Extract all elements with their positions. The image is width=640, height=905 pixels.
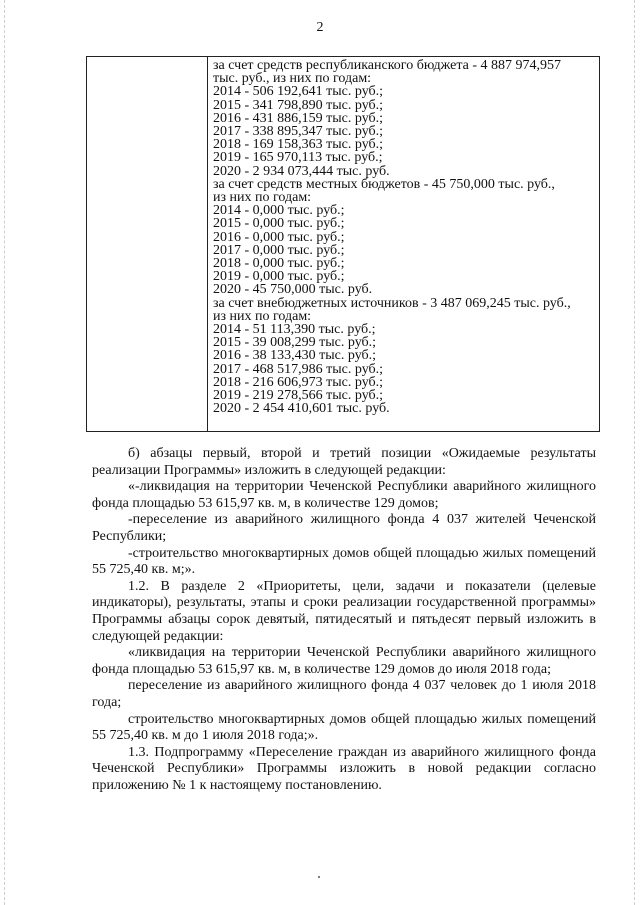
funding-table-cell bbox=[213, 59, 593, 415]
paragraph: б) абзацы первый, второй и третий позиции «Ожидаемые результаты реализации Программы» изложить в следующей редакции: bbox=[92, 446, 596, 478]
table-line: 2019 - 165 970,113 тыс. руб.; bbox=[213, 150, 383, 166]
table-line: 2020 - 2 454 410,601 тыс. руб. bbox=[213, 401, 390, 417]
table-line: за счет средств республиканского бюджета - 4 887 974,957 bbox=[213, 58, 562, 73]
paragraph: 1.2. В разделе 2 «Приоритеты, цели, задачи и показатели (целевые индикаторы), результаты, этапы и сроки реализации государственной программы» Программы абзацы сорок девятый, пятидесятый и пятьдесят первый изложить в следующей редакции: bbox=[92, 578, 596, 644]
table-line: 2015 - 341 798,890 тыс. руб.; bbox=[213, 97, 384, 113]
table-line: 2020 - 2 934 073,444 тыс. руб. bbox=[213, 163, 390, 179]
table-line: из них по годам: bbox=[213, 190, 312, 206]
table-line: тыс. руб., из них по годам: bbox=[213, 71, 372, 87]
table-line: 2014 - 0,000 тыс. руб.; bbox=[213, 203, 345, 219]
table-column-divider bbox=[207, 57, 208, 431]
table-line: 2017 - 0,000 тыс. руб.; bbox=[213, 242, 345, 258]
paragraph: строительство многоквартирных домов общей площадью жилых помещений 55 725,40 кв. м до 1 июля 2018 года;». bbox=[92, 711, 596, 744]
scan-edge-right bbox=[634, 0, 636, 905]
document-body bbox=[92, 446, 596, 794]
table-line: 2014 - 506 192,641 тыс. руб.; bbox=[213, 84, 384, 100]
paragraph: «-ликвидация на территории Чеченской Республики аварийного жилищного фонда площадью 53 615,97 кв. м, в количестве 129 домов; bbox=[92, 479, 596, 511]
funding-table bbox=[86, 56, 600, 432]
scan-speck bbox=[318, 876, 320, 878]
table-line: 2016 - 431 886,159 тыс. руб.; bbox=[213, 110, 384, 126]
paragraph: «ликвидация на территории Чеченской Республики аварийного жилищного фонда площадью 53 615,97 кв. м, в количестве 129 домов до июля 2018 года; bbox=[92, 645, 596, 677]
table-line: 2018 - 169 158,363 тыс. руб.; bbox=[213, 137, 384, 153]
table-line: 2017 - 468 517,986 тыс. руб.; bbox=[213, 361, 384, 377]
table-line: 2019 - 0,000 тыс. руб.; bbox=[213, 269, 345, 285]
page-number: 2 bbox=[316, 20, 324, 35]
table-line: 2015 - 39 008,299 тыс. руб.; bbox=[213, 335, 377, 351]
table-line: 2018 - 0,000 тыс. руб.; bbox=[213, 256, 345, 272]
scan-edge-left bbox=[4, 0, 6, 905]
paragraph: -переселение из аварийного жилищного фонда 4 037 жителей Чеченской Республики; bbox=[92, 512, 596, 544]
table-line: 2016 - 0,000 тыс. руб.; bbox=[213, 229, 345, 245]
table-line: из них по годам: bbox=[213, 308, 312, 324]
table-line: за счет внебюджетных источников - 3 487 069,245 тыс. руб., bbox=[213, 295, 571, 311]
paragraph: 1.3. Подпрограмму «Переселение граждан из аварийного жилищного фонда Чеченской Республики» Программы изложить в новой редакции согласно приложению № 1 к настоящему постановлению. bbox=[92, 744, 596, 793]
table-line: 2019 - 219 278,566 тыс. руб.; bbox=[213, 388, 384, 404]
table-line: 2017 - 338 895,347 тыс. руб.; bbox=[213, 124, 384, 140]
paragraph: -строительство многоквартирных домов общей площадью жилых помещений 55 725,40 кв. м;». bbox=[92, 545, 596, 578]
paragraph: переселение из аварийного жилищного фонда 4 037 человек до 1 июля 2018 года; bbox=[92, 678, 596, 710]
table-line: 2020 - 45 750,000 тыс. руб. bbox=[213, 282, 373, 298]
table-line: 2014 - 51 113,390 тыс. руб.; bbox=[213, 322, 376, 338]
table-line: за счет средств местных бюджетов - 45 750,000 тыс. руб., bbox=[213, 176, 555, 192]
table-line: 2018 - 216 606,973 тыс. руб.; bbox=[213, 374, 384, 390]
table-line: 2016 - 38 133,430 тыс. руб.; bbox=[213, 348, 377, 364]
table-line: 2015 - 0,000 тыс. руб.; bbox=[213, 216, 345, 232]
